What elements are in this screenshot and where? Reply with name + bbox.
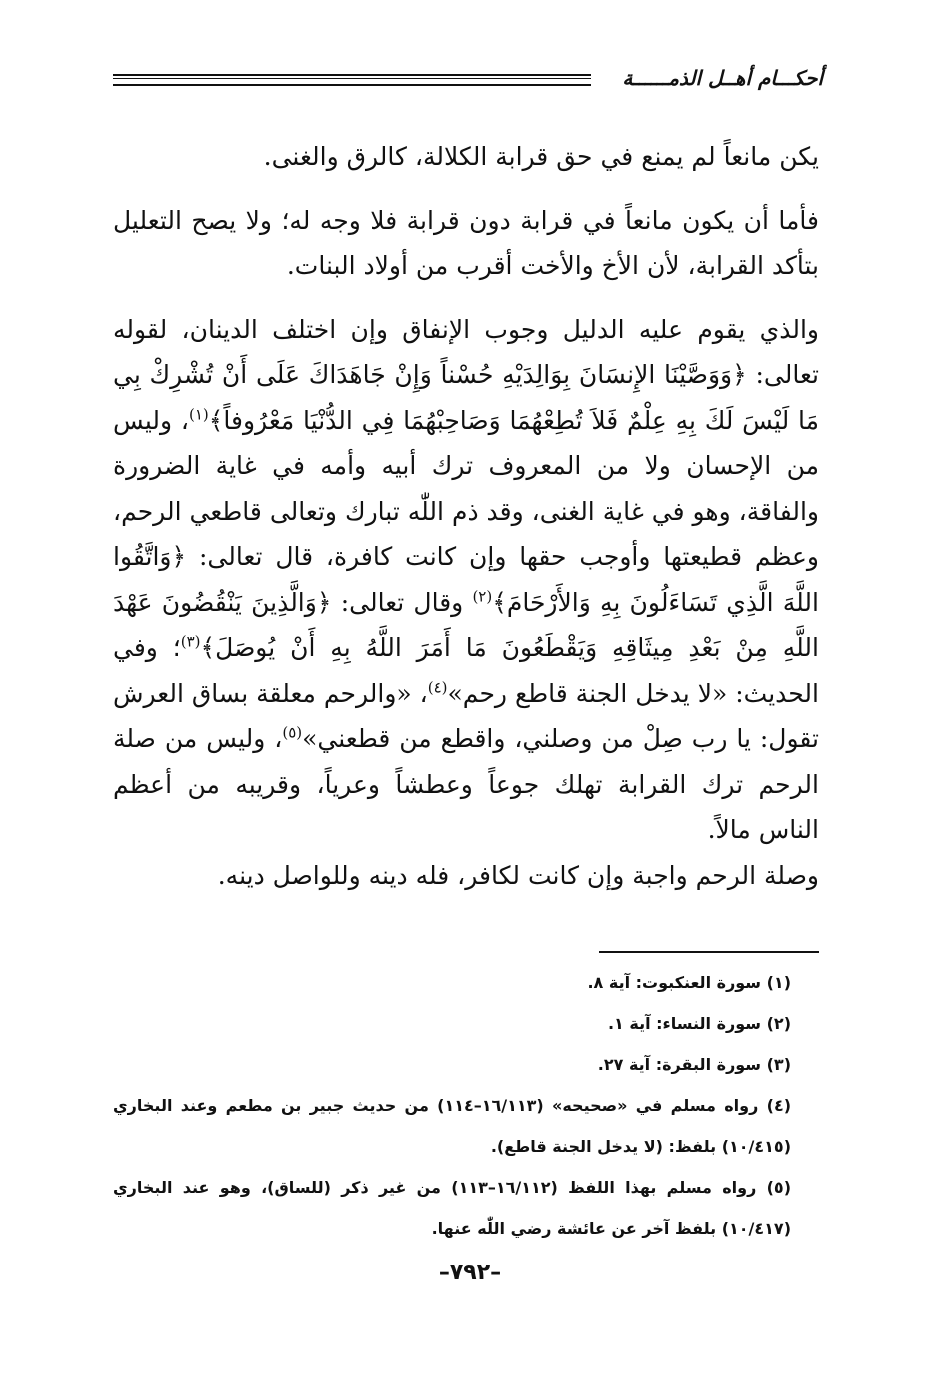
footnote-1: (١) سورة العنكبوت: آية ٨. <box>587 973 791 992</box>
paragraph-3-text-a: والذي يقوم عليه الدليل وجوب الإنفاق وإن اختلف الدينان، لقوله تعالى: <box>113 314 820 389</box>
header-rule <box>113 74 591 86</box>
footnote-ref-4[interactable]: (٤) <box>427 678 448 697</box>
footnote-separator <box>599 951 819 953</box>
paragraph-3 <box>113 307 819 853</box>
main-text <box>113 134 819 898</box>
header-rule-inner <box>113 78 591 79</box>
footnote-ref-1[interactable]: (١) <box>188 405 209 424</box>
paragraph-3-text-f: ، وليس من صلة الرحم ترك القرابة تهلك جوعاً وعطشاً وعرياً، وقريبه من أعظم الناس مالاً. <box>113 724 819 844</box>
paragraph-4: وصلة الرحم واجبة وإن كانت لكافر، فله دينه وللواصل دينه. <box>217 860 819 890</box>
footnote-3: (٣) سورة البقرة: آية ٢٧. <box>597 1055 791 1074</box>
footnote-5: (٥) رواه مسلم بهذا اللفظ (١٦/١١٢–١١٣) من غير ذكر (للساق)، وهو عند البخاري (١٠/٤١٧) بلفظ آخر عن عائشة رضي اللّٰه عنها. <box>113 1178 791 1238</box>
header-title: أحكـــام أهــل الذمــــــة <box>622 66 823 90</box>
paragraph-3-text-d: ؛ وفي الحديث: «لا يدخل الجنة قاطع رحم» <box>113 633 819 708</box>
paragraph-3-text-e: ، «والرحم معلقة بساق العرش تقول: يا رب صِلْ من وصلني، واقطع من قطعني» <box>113 678 819 753</box>
footnote-4: (٤) رواه مسلم في «صحيحه» (١٦/١١٣–١١٤) من حديث جبير بن مطعم وعند البخاري (١٠/٤١٥) بلفظ: (لا يدخل الجنة قاطع). <box>113 1096 792 1156</box>
footnote-ref-5[interactable]: (٥) <box>282 723 303 742</box>
paragraph-2: فأما أن يكون مانعاً في قرابة دون قرابة فلا وجه له؛ ولا يصح التعليل بتأكد القرابة، لأن الأخ والأخت أقرب من أولاد البنات. <box>113 205 819 280</box>
quran-verse-2: ﴿وَاتَّقُوا اللَّهَ الَّذِي تَسَاءَلُونَ بِهِ وَالأَرْحَامَ﴾ <box>113 542 819 617</box>
quran-verse-1: ﴿وَوَصَّيْنَا الإِنسَانَ بِوَالِدَيْهِ حُسْناً وَإِنْ جَاهَدَاكَ عَلَى أَنْ تُشْرِكْ بِي مَا لَيْسَ لَكَ بِهِ عِلْمٌ فَلاَ تُطِعْهُمَا وَصَاحِبْهُمَا فِي الدُّنْيَا مَعْرُوفاً﴾ <box>113 360 820 435</box>
paragraph-1: يكن مانعاً لم يمنع في حق قرابة الكلالة، كالرق والغنى. <box>263 142 819 171</box>
footnote-ref-2[interactable]: (٢) <box>472 587 493 606</box>
paragraph-3-text-c: وقال تعالى: <box>331 587 473 617</box>
running-header <box>113 66 823 96</box>
footnote-ref-3[interactable]: (٣) <box>180 632 201 651</box>
quran-verse-3: ﴿وَالَّذِينَ يَنْقُضُونَ عَهْدَ اللَّهِ مِنْ بَعْدِ مِيثَاقِهِ وَيَقْطَعُونَ مَا أَمَرَ اللَّهُ بِهِ أَنْ يُوصَلَ﴾ <box>113 587 819 662</box>
footnote-2: (٢) سورة النساء: آية ١. <box>607 1014 791 1033</box>
page-number: –٧٩٢– <box>438 1260 502 1285</box>
paragraph-3-text-b: ، وليس من الإحسان ولا من المعروف ترك أبيه وأمه في غاية الضرورة والفاقة، وهو في غاية الغنى، وقد ذم اللّٰه تبارك وتعالى قاطعي الرحم، وعظم قطيعتها وأوجب حقها وإن كانت كافرة، قال تعالى: <box>113 405 819 571</box>
footnotes <box>113 962 819 1249</box>
